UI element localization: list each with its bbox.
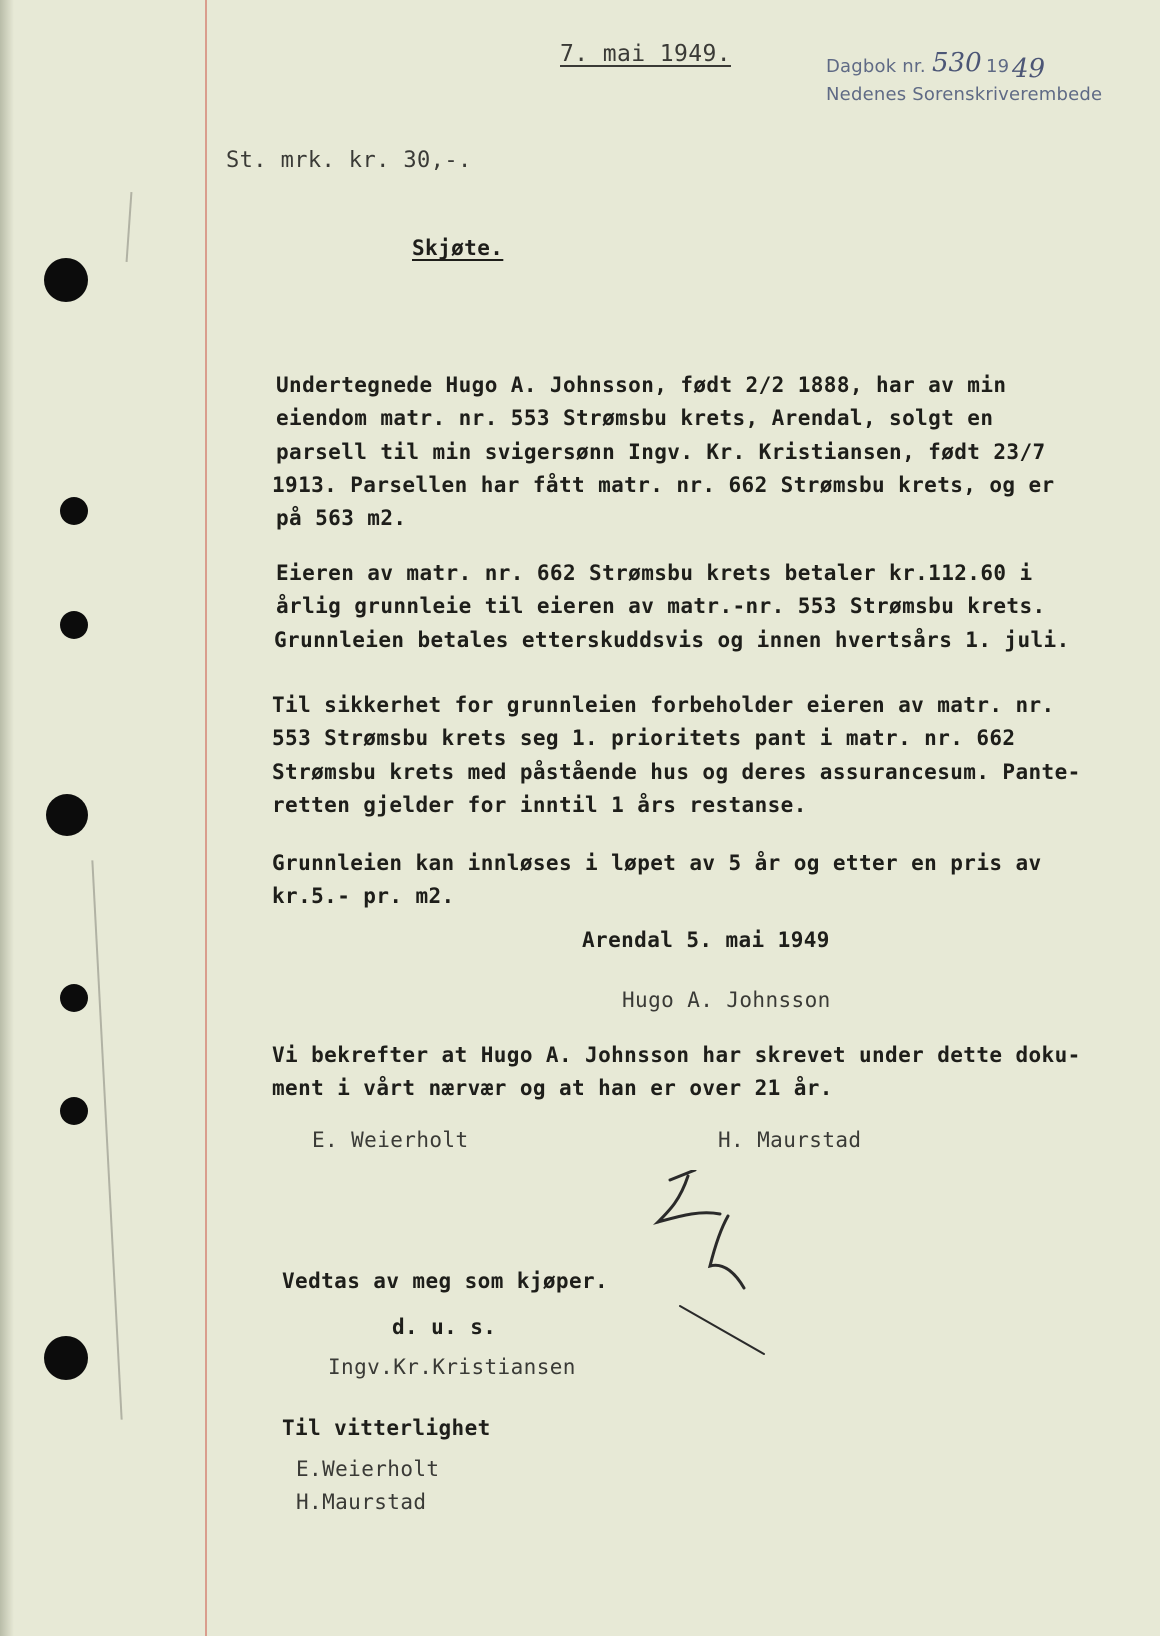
body-line: Eieren av matr. nr. 662 Strømsbu krets betaler kr.112.60 i [276, 561, 1033, 585]
registry-stamp-office: Nedenes Sorenskriverembede [826, 84, 1103, 105]
body-line: årlig grunnleie til eieren av matr.-nr. 553 Strømsbu krets. [276, 594, 1046, 618]
registry-stamp-number: 530 [932, 48, 982, 78]
document-title: Skjøte. [412, 236, 504, 260]
body-line: eiendom matr. nr. 553 Strømsbu krets, Arendal, solgt en [276, 406, 994, 430]
body-line: retten gjelder for inntil 1 års restanse. [272, 793, 807, 817]
body-line: Grunnleien betales etterskuddsvis og innen hvertsårs 1. juli. [274, 628, 1070, 652]
punch-hole [46, 794, 88, 836]
body-line: Undertegnede Hugo A. Johnsson, født 2/2 1888, har av min [276, 373, 1007, 397]
witness-name: H. Maurstad [718, 1128, 862, 1152]
buyer-signature: Ingv.Kr.Kristiansen [328, 1355, 576, 1379]
body-line: Strømsbu krets med påstående hus og deres assurancesum. Pante- [272, 760, 1081, 784]
handwritten-signature-mark [640, 1170, 790, 1360]
punch-hole [60, 984, 88, 1012]
seller-signature: Hugo A. Johnsson [622, 988, 831, 1012]
punch-hole [44, 1336, 88, 1380]
registry-stamp-year-prefix: 19 [986, 56, 1010, 77]
punch-hole [60, 1097, 88, 1125]
confirmation-line: Vi bekrefter at Hugo A. Johnsson har skrevet under dette doku- [272, 1043, 1081, 1067]
witness-name: E. Weierholt [312, 1128, 469, 1152]
body-line: Til sikkerhet for grunnleien forbeholder eieren av matr. nr. [272, 693, 1055, 717]
body-line: på 563 m2. [276, 506, 407, 530]
margin-pencil-stroke [126, 192, 133, 262]
attestation-name: E.Weierholt [296, 1457, 440, 1481]
registry-stamp-year: 49 [1012, 54, 1046, 84]
punch-hole [60, 497, 88, 525]
attestation-name: H.Maurstad [296, 1490, 427, 1514]
registry-stamp-prefix: Dagbok nr. [826, 56, 926, 77]
acceptance-line: Vedtas av meg som kjøper. [282, 1269, 609, 1293]
body-line: kr.5.- pr. m2. [272, 884, 455, 908]
confirmation-line: ment i vårt nærvær og at han er over 21 år. [272, 1076, 833, 1100]
acceptance-dus: d. u. s. [392, 1315, 497, 1339]
stamp-fee-line: St. mrk. kr. 30,-. [226, 148, 472, 173]
body-line: 553 Strømsbu krets seg 1. prioritets pant i matr. nr. 662 [272, 726, 1016, 750]
place-and-date: Arendal 5. mai 1949 [582, 928, 830, 952]
attestation-heading: Til vitterlighet [282, 1416, 491, 1440]
punch-hole [60, 611, 88, 639]
body-line: Grunnleien kan innløses i løpet av 5 år og etter en pris av [272, 851, 1042, 875]
margin-pencil-stroke [91, 860, 122, 1419]
document-date: 7. mai 1949. [560, 41, 731, 67]
body-line: parsell til min svigersønn Ingv. Kr. Kristiansen, født 23/7 [276, 440, 1046, 464]
page-edge-shadow [0, 0, 14, 1636]
body-line: 1913. Parsellen har fått matr. nr. 662 Strømsbu krets, og er [272, 473, 1055, 497]
margin-rule [205, 0, 207, 1636]
punch-hole [44, 258, 88, 302]
